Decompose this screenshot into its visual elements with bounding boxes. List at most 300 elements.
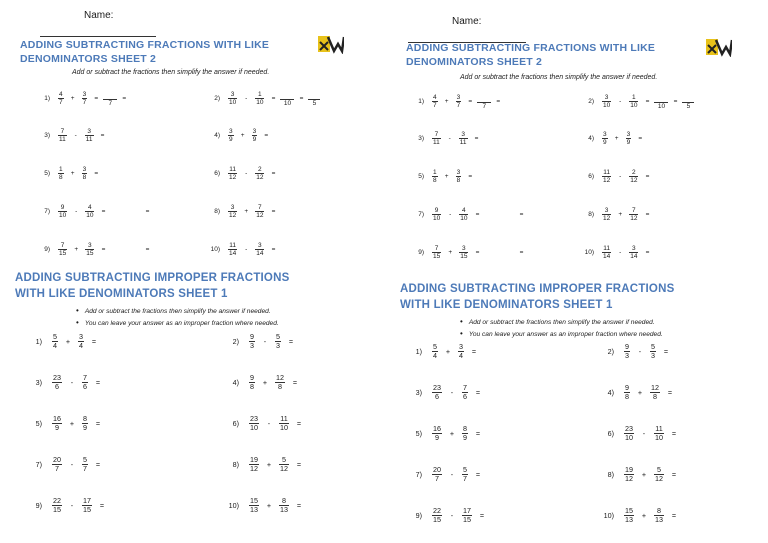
problem-number: 10) [603,511,614,521]
numerator: 3 [626,131,631,138]
fraction [52,415,62,433]
denominator: 12 [603,177,611,185]
denominator: 6 [83,382,87,392]
fraction [629,94,638,110]
numerator: 1 [632,93,636,101]
title-line-2: DENOMINATORS SHEET 2 [406,56,543,68]
numerator: 7 [434,131,439,138]
numerator: 3 [88,242,92,249]
numerator: 1 [433,169,437,176]
operator: + [70,170,75,178]
fraction [58,128,67,144]
denominator: 13 [280,505,288,515]
fraction [462,425,468,443]
operator: + [266,501,272,511]
denominator: 10 [625,433,633,443]
problem-item [200,90,320,107]
numerator: 23 [433,383,441,392]
fraction [58,91,64,107]
denominator: 12 [603,215,611,223]
instruction-bullet-2: • You can leave your answer as an improper fraction where needed. [76,318,279,327]
denominator: 10 [250,423,258,433]
problem-number: 6) [214,170,220,178]
equals-sign: = [671,429,677,439]
numerator: 19 [250,455,258,464]
fraction [52,374,62,392]
operator: - [74,132,77,140]
equals-sign: = [475,388,481,398]
denominator: 14 [630,253,638,261]
answer-denominator: 7 [482,103,487,110]
fraction [462,466,468,484]
numerator: 3 [462,245,466,252]
fraction [279,497,289,515]
problem-number: 4) [214,132,220,140]
equals-sign: = [101,208,106,216]
operator: + [240,132,245,140]
equals-sign: = [99,501,105,511]
problem-item [404,169,477,185]
title-line-1: ADDING SUBTRACTING FRACTIONS WITH LIKE [20,39,270,51]
denominator: 10 [280,423,288,433]
fraction [654,507,664,525]
numerator: 8 [83,414,87,423]
problem-item [30,204,154,220]
numerator: 1 [59,166,63,173]
operator: - [267,419,271,429]
answer-blank [477,93,491,110]
fraction [228,128,234,144]
problem-number: 4) [232,378,239,388]
numerator: 11 [280,414,288,423]
fraction [432,169,438,185]
operator: + [444,173,449,181]
denominator: 9 [603,139,607,147]
problem-number: 8) [232,460,239,470]
operator: - [619,98,622,105]
numerator: 3 [459,342,463,351]
numerator: 5 [433,342,437,351]
problem-number: 7) [415,470,422,480]
operator: - [70,501,74,511]
denominator: 14 [256,250,264,258]
numerator: 3 [230,204,235,211]
denominator: 6 [463,392,467,402]
numerator: 7 [60,242,65,249]
operator: - [638,347,642,357]
operator: - [75,208,78,216]
numerator: 23 [625,424,633,433]
name-line [40,36,156,37]
denominator: 15 [83,505,91,515]
fraction [626,131,632,147]
problem-number: 7) [35,460,42,470]
problem-item [30,166,103,182]
denominator: 3 [625,351,629,361]
problem-item [215,374,303,392]
denominator: 8 [59,174,63,182]
equals-sign: = [296,419,302,429]
equals-sign: = [663,347,669,357]
fraction [58,242,67,258]
denominator: 9 [463,433,467,443]
answer-denominator: 7 [108,100,113,107]
answer-blank [103,90,117,107]
fraction [255,91,264,107]
numerator: 9 [250,332,254,341]
denominator: 12 [256,174,264,182]
problem-number: 10) [584,249,594,257]
denominator: 12 [229,174,237,182]
numerator: 11 [603,169,610,176]
equals-sign: = [296,460,302,470]
denominator: 10 [59,212,67,220]
equals-sign: = [471,347,477,357]
denominator: 8 [433,177,437,185]
problem-item [404,131,484,147]
denominator: 4 [459,351,463,361]
denominator: 7 [463,474,467,484]
numerator: 16 [53,414,61,423]
worksheet-right [384,0,768,543]
fraction [255,204,264,220]
numerator: 15 [625,506,633,515]
denominator: 3 [651,351,655,361]
denominator: 12 [256,212,264,220]
fraction [624,507,634,525]
operator: + [74,246,79,254]
operator: - [263,337,267,347]
operator: + [449,429,455,439]
numerator: 2 [258,166,262,173]
numerator: 7 [258,204,262,211]
denominator: 10 [655,433,663,443]
fraction [602,169,611,185]
problem-number: 9) [415,511,422,521]
equals-sign: = [475,429,481,439]
denominator: 15 [53,505,61,515]
numerator: 3 [603,131,607,138]
denominator: 14 [603,253,611,261]
numerator: 3 [456,169,461,176]
operator: + [65,337,71,347]
problem-item [398,466,486,484]
instruction-bullets [460,317,663,341]
answer-blank [280,90,294,107]
fraction [650,343,656,361]
problem-item [404,207,528,223]
denominator: 12 [229,212,237,220]
problem-item [18,497,110,515]
denominator: 7 [456,102,461,109]
numerator: 9 [60,204,65,211]
problem-number: 3) [35,378,42,388]
operator: - [450,470,454,480]
answer-denominator: 10 [657,103,666,110]
operator: - [70,378,74,388]
problem-item [590,466,682,484]
numerator: 11 [655,424,663,433]
equals-sign: = [475,211,480,219]
operator: - [449,211,452,219]
equals-sign: = [496,98,501,105]
denominator: 11 [459,139,467,147]
title-line-1: ADDING SUBTRACTING IMPROPER FRACTIONS [400,283,675,295]
fraction [462,507,472,525]
numerator: 20 [433,465,441,474]
numerator: 20 [53,455,61,464]
equals-sign: = [271,95,276,102]
sheet-title-bottom [15,270,289,302]
denominator: 13 [250,505,258,515]
problem-item [200,128,273,144]
denominator: 10 [460,215,468,223]
equals-sign: = [475,470,481,480]
fraction [624,343,630,361]
equals-sign: = [292,378,298,388]
problem-number: 7) [418,211,424,219]
fraction [602,207,611,223]
fraction [629,207,638,223]
logo-icon [706,37,732,57]
fraction [252,128,258,144]
fraction [82,166,88,182]
problem-item [30,128,110,144]
numerator: 15 [250,496,258,505]
numerator: 5 [83,455,87,464]
numerator: 11 [603,245,610,252]
problem-item [574,169,654,185]
fraction [279,456,289,474]
numerator: 11 [229,242,236,249]
fraction [432,131,441,147]
equals-sign: = [100,132,105,140]
denominator: 4 [433,351,437,361]
fraction [624,466,634,484]
numerator: 5 [463,465,467,474]
operator: - [448,135,451,143]
fraction [82,415,88,433]
equals-sign: = [671,511,677,521]
fraction [82,497,92,515]
numerator: 4 [59,90,63,98]
equals-sign: = [101,246,106,254]
operator: + [637,388,643,398]
problem-item [574,93,694,110]
fraction [432,384,442,402]
numerator: 3 [461,131,465,138]
denominator: 7 [435,474,439,484]
denominator: 7 [433,102,437,109]
instruction-top: Add or subtract the fractions then simplify the answer if needed. [72,69,270,76]
denominator: 15 [463,515,471,525]
operator: - [245,246,248,254]
problem-item [398,384,486,402]
denominator: 9 [229,136,233,144]
fraction [432,507,442,525]
fraction [82,91,88,107]
equals-sign: = [479,511,485,521]
denominator: 10 [630,102,638,109]
fraction [255,166,264,182]
equals-sign: = [474,135,479,143]
numerator: 12 [651,383,659,392]
operator: + [262,378,268,388]
name-label: Name: [84,10,114,21]
denominator: 4 [79,341,83,351]
numerator: 3 [252,128,257,135]
problem-number: 6) [232,419,239,429]
fraction [255,242,264,258]
equals-sign: = [645,249,650,257]
equals-sign: = [645,98,650,105]
equals-sign: = [94,170,99,178]
denominator: 15 [59,250,67,258]
problem-item [574,131,647,147]
fraction [650,384,660,402]
equals-sign: = [645,173,650,181]
problem-item [590,425,682,443]
equals-sign: = [638,135,643,143]
problem-number: 2) [588,98,594,105]
operator: + [70,95,75,102]
denominator: 9 [55,423,59,433]
problem-number: 6) [607,429,614,439]
fraction [654,466,664,484]
instruction-bullet-1: • Add or subtract the fractions then simplify the answer if needed. [76,306,279,315]
fraction [228,166,237,182]
equals-sign: = [94,95,99,102]
fraction [58,166,64,182]
denominator: 8 [456,177,461,185]
numerator: 8 [657,506,661,515]
numerator: 22 [433,506,441,515]
numerator: 11 [229,166,236,173]
title-line-1: ADDING SUBTRACTING FRACTIONS WITH LIKE [406,42,656,54]
equals-sign: = [271,208,276,216]
numerator: 4 [88,204,92,211]
operator: + [244,208,249,216]
numerator: 9 [625,342,629,351]
problem-item [30,90,131,107]
problem-number: 5) [44,170,50,178]
problem-item [30,242,154,258]
problem-item [398,343,482,361]
problem-number: 10) [228,501,239,511]
denominator: 3 [250,341,254,351]
numerator: 3 [229,128,233,135]
numerator: 3 [87,128,91,135]
fraction [459,207,468,223]
answer-denominator: 10 [283,100,292,107]
equals-sign: = [95,460,101,470]
fraction [228,242,237,258]
fraction [279,415,289,433]
denominator: 7 [59,99,63,106]
operator: + [614,135,619,143]
sheet-title-top [20,38,269,66]
fraction [275,374,285,392]
denominator: 9 [435,433,439,443]
numerator: 7 [60,128,65,135]
instruction-bullet-1: • Add or subtract the fractions then simplify the answer if needed. [460,317,663,326]
operator: - [619,249,622,257]
problem-number: 9) [44,246,50,254]
equals-sign: = [271,246,276,254]
denominator: 15 [433,253,441,261]
operator: + [69,419,75,429]
problem-number: 2) [214,95,220,102]
numerator: 7 [463,383,467,392]
problem-item [398,507,490,525]
numerator: 2 [632,169,636,176]
equals-sign: = [145,246,150,254]
numerator: 7 [434,245,439,252]
problem-number: 3) [415,388,422,398]
numerator: 1 [258,90,262,98]
fraction [249,333,255,351]
answer-denominator: 5 [686,103,691,110]
denominator: 12 [630,215,638,223]
equals-sign: = [667,388,673,398]
denominator: 15 [460,253,468,261]
problem-item [590,384,678,402]
fraction [432,245,441,261]
fraction [456,94,462,110]
denominator: 7 [82,99,87,106]
numerator: 12 [276,373,284,382]
problem-item [18,456,106,474]
name-label: Name: [452,16,482,27]
equals-sign: = [271,170,276,178]
operator: + [266,460,272,470]
problem-item [18,333,102,351]
equals-sign: = [519,211,524,219]
fraction [458,343,464,361]
numerator: 7 [632,207,636,214]
numerator: 19 [625,465,633,474]
numerator: 17 [83,496,91,505]
numerator: 9 [250,373,254,382]
equals-sign: = [468,173,473,181]
denominator: 7 [55,464,59,474]
instruction-bullets [76,306,279,330]
numerator: 5 [657,465,661,474]
denominator: 11 [59,136,66,144]
denominator: 12 [625,474,633,484]
operator: - [70,460,74,470]
equals-sign: = [299,95,304,102]
numerator: 5 [651,342,655,351]
title-line-1: ADDING SUBTRACTING IMPROPER FRACTIONS [15,272,290,284]
fraction [85,204,94,220]
denominator: 8 [278,382,282,392]
problem-number: 9) [418,249,424,257]
numerator: 23 [53,373,61,382]
numerator: 3 [456,93,461,101]
operator: - [245,95,248,102]
denominator: 15 [86,250,94,258]
operator: - [642,429,646,439]
fraction [459,131,468,147]
answer-blank [654,93,668,110]
logo-icon [318,34,344,54]
problem-number: 3) [44,132,50,140]
problem-number: 2) [607,347,614,357]
problem-item [215,456,307,474]
fraction [228,91,237,107]
fraction [432,425,442,443]
